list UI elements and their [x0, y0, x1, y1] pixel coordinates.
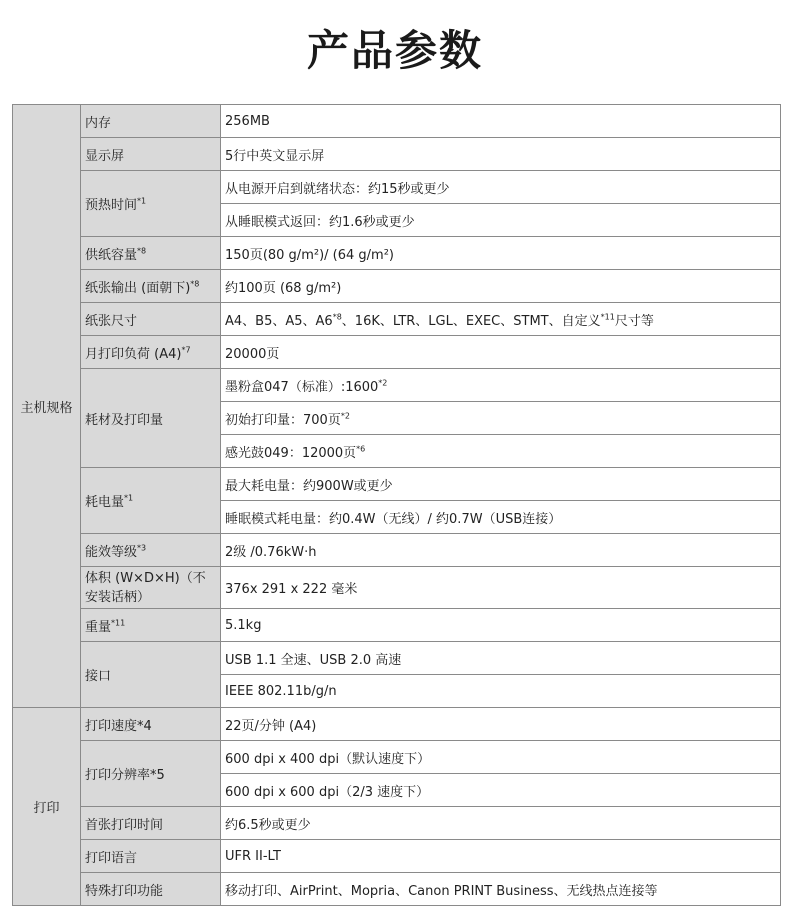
row-value: 睡眠模式耗电量：约0.4W（无线）/ 约0.7W（USB连接）	[221, 501, 781, 534]
row-label: 月打印负荷 $(A4)^{*7}$	[81, 336, 221, 369]
row-label: 耗电量$^{*1}$	[81, 468, 221, 534]
section-print: 打印	[13, 708, 81, 906]
row-value: A4、B5、A5、A6$^{*8}$、16K、LTR、LGL、EXEC、STMT、自定义$^{*11}$尺寸等	[221, 303, 781, 336]
row-value: 22页/分钟 (A4)	[221, 708, 781, 741]
table-row	[13, 138, 781, 171]
row-value: 5行中英文显示屏	[221, 138, 781, 171]
row-value: 600 dpi x 600 dpi（2/3 速度下）	[221, 774, 781, 807]
row-value: 约6.5秒或更少	[221, 807, 781, 840]
row-value: 移动打印、AirPrint、Mopria、Canon PRINT Business、无线热点连接等	[221, 873, 781, 906]
table-row	[13, 105, 781, 138]
row-label: 重量$^{*11}$	[81, 609, 221, 642]
table-row	[13, 303, 781, 336]
row-value: 20000页	[221, 336, 781, 369]
table-row	[13, 468, 781, 501]
row-value: 600 dpi x 400 dpi（默认速度下）	[221, 741, 781, 774]
section-main-specs: 主机规格	[13, 105, 81, 708]
row-value: UFR II-LT	[221, 840, 781, 873]
table-row	[13, 534, 781, 567]
table-row	[13, 609, 781, 642]
row-label: 纸张尺寸	[81, 303, 221, 336]
row-label: 内存	[81, 105, 221, 138]
row-value: 376x 291 x 222 毫米	[221, 567, 781, 609]
row-label: 显示屏	[81, 138, 221, 171]
table-row	[13, 336, 781, 369]
row-value: 感光鼓049：12000页$^{*6}$	[221, 435, 781, 468]
row-value: 墨粉盒047（标准）:1600$^{*2}$	[221, 369, 781, 402]
row-value: IEEE 802.11b/g/n	[221, 675, 781, 708]
row-label: 耗材及打印量	[81, 369, 221, 468]
row-value: USB 1.1 全速、USB 2.0 高速	[221, 642, 781, 675]
row-value: 5.1kg	[221, 609, 781, 642]
row-value: 从睡眠模式返回：约1.6秒或更少	[221, 204, 781, 237]
table-row	[13, 171, 781, 204]
table-row	[13, 567, 781, 609]
row-value: 最大耗电量：约900W或更少	[221, 468, 781, 501]
row-label: 接口	[81, 642, 221, 708]
row-label: 打印速度*4	[81, 708, 221, 741]
row-label: 纸张输出 (面朝下)$^{*8}$	[81, 270, 221, 303]
row-value: 256MB	[221, 105, 781, 138]
row-label: 能效等级$^{*3}$	[81, 534, 221, 567]
row-value: 从电源开启到就绪状态：约15秒或更少	[221, 171, 781, 204]
table-row	[13, 369, 781, 402]
row-label: 特殊打印功能	[81, 873, 221, 906]
row-label: 预热时间$^{*1}$	[81, 171, 221, 237]
row-value: 150页(80 g/m²)/ (64 g/m²)	[221, 237, 781, 270]
row-label: 供纸容量$^{*8}$	[81, 237, 221, 270]
row-label: 体积 (W×D×H)（不安装话柄）	[81, 567, 221, 609]
table-row	[13, 642, 781, 675]
row-label: 打印分辨率*5	[81, 741, 221, 807]
row-value: 2级 /0.76kW·h	[221, 534, 781, 567]
table-row	[13, 270, 781, 303]
table-row	[13, 873, 781, 906]
table-row	[13, 741, 781, 774]
spec-table	[12, 104, 781, 906]
row-label: 打印语言	[81, 840, 221, 873]
row-value: 约100页 (68 g/m²)	[221, 270, 781, 303]
page-title: 产品参数	[306, 26, 483, 75]
table-row	[13, 840, 781, 873]
row-label: 首张打印时间	[81, 807, 221, 840]
table-row	[13, 708, 781, 741]
table-row	[13, 807, 781, 840]
row-value: 初始打印量：700页$^{*2}$	[221, 402, 781, 435]
table-row	[13, 237, 781, 270]
